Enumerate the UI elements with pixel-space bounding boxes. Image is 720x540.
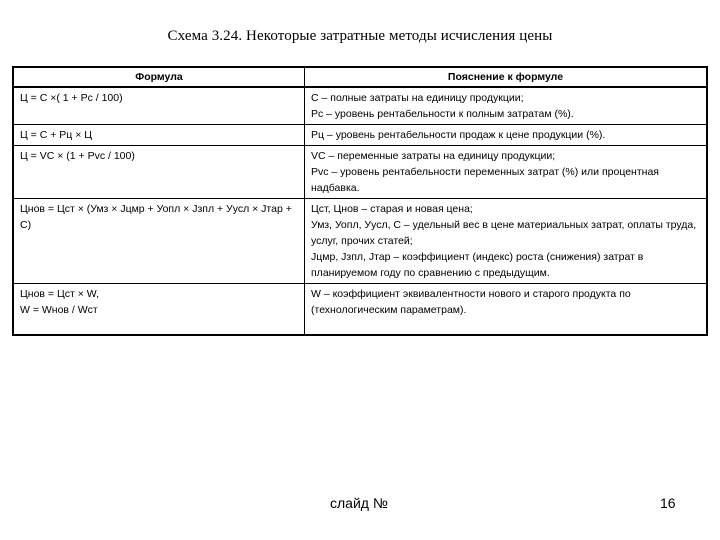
table-row xyxy=(13,125,707,146)
explanation-text: Jцмр, Jзпл, Jтар – коэффициент (индекс) роста (снижения) затрат в планируемом году по сравнению с предыдущим. xyxy=(311,251,644,279)
page-number: 16 xyxy=(660,495,676,511)
explanation-cell xyxy=(305,125,708,146)
formula-cell xyxy=(13,125,305,146)
explanation-text: Цст, Цнов – старая и новая цена; xyxy=(311,203,473,215)
explanation-text: Рс – уровень рентабельности к полным затратам (%). xyxy=(311,108,574,120)
slide-label: слайд № xyxy=(330,495,388,511)
formula-text: Цнов = Цст × (Умз × Jцмр + Уопл × Jзпл + Уусл × Jтар + С) xyxy=(20,203,292,231)
explanation-cell xyxy=(305,87,708,125)
formula-text: Ц = С + Рц × Ц xyxy=(20,129,93,141)
header-explanation: Пояснение к формуле xyxy=(305,67,708,87)
table-row xyxy=(13,87,707,125)
formula-text: Цнов = Цст × W, xyxy=(20,288,99,300)
explanation-cell xyxy=(305,199,708,284)
table-header-row xyxy=(13,67,707,87)
explanation-text: Умз, Уопл, Уусл, С – удельный вес в цене материальных затрат, оплаты труда, услуг, прочих статей; xyxy=(311,219,697,247)
explanation-text: С – полные затраты на единицу продукции; xyxy=(311,92,524,104)
header-formula: Формула xyxy=(13,67,305,87)
formula-cell xyxy=(13,146,305,199)
formula-cell xyxy=(13,87,305,125)
table-row xyxy=(13,284,707,335)
table-row xyxy=(13,146,707,199)
formula-cell xyxy=(13,199,305,284)
formula-text: W = Wнов / Wст xyxy=(20,304,98,316)
formula-text: Ц = С ×( 1 + Рс / 100) xyxy=(20,92,123,104)
explanation-text: VC – переменные затраты на единицу продукции; xyxy=(311,150,556,162)
table-row xyxy=(13,199,707,284)
explanation-cell xyxy=(305,284,708,335)
explanation-text: Pvc – уровень рентабельности переменных затрат (%) или процентная надбавка. xyxy=(311,166,659,194)
explanation-text: W – коэффициент эквивалентности нового и старого продукта по (технологическим параметрам). xyxy=(311,288,631,316)
explanation-cell xyxy=(305,146,708,199)
formula-cell xyxy=(13,284,305,335)
formula-text: Ц = VC × (1 + Pvc / 100) xyxy=(20,150,135,162)
explanation-text: Рц – уровень рентабельности продаж к цене продукции (%). xyxy=(311,129,606,141)
page-title: Схема 3.24. Некоторые затратные методы исчисления цены xyxy=(167,28,553,44)
formula-table xyxy=(12,66,708,336)
